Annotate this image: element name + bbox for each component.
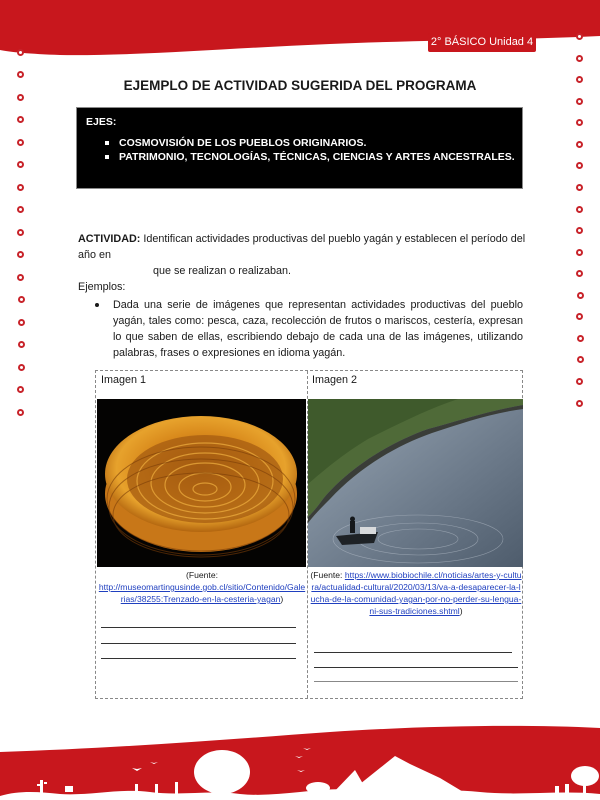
answer-line[interactable] (314, 652, 512, 653)
dot-icon (18, 341, 25, 348)
dot-icon (17, 229, 24, 236)
footer-landscape-banner (0, 700, 600, 800)
dot-icon (577, 356, 584, 363)
dot-icon (576, 98, 583, 105)
dot-icon (17, 139, 24, 146)
answer-line[interactable] (314, 667, 518, 668)
image-1-source: (Fuente: http://museomartingusinde.gob.cl/sitio/Contenido/Galerias/38255:Trenzado-en-la-cesteria-yagan) (98, 570, 306, 604)
boat-image-icon (308, 399, 523, 567)
ejes-item: COSMOVISIÓN DE LOS PUEBLOS ORIGINARIOS. (105, 136, 515, 150)
dot-icon (576, 270, 583, 277)
ejes-item: PATRIMONIO, TECNOLOGÍAS, TÉCNICAS, CIENCIAS Y ARTES ANCESTRALES. (105, 150, 515, 164)
dot-icon (17, 206, 24, 213)
dot-icon (17, 94, 24, 101)
boat-on-channel-photo (308, 399, 523, 567)
dot-icon (17, 386, 24, 393)
dot-icon (17, 184, 24, 191)
basket-image-icon (97, 399, 306, 567)
dot-icon (18, 296, 25, 303)
image-2-source: (Fuente: https://www.biobiochile.cl/noticias/artes-y-cultura/actualidad-cultural/2020/03/13/va-a-desaparecer-la-lucha-de-la-comunidad-yagan-por-no-perder-su-lengua-ni-sus-tradiciones.shtml) (310, 570, 522, 616)
actividad-text-line1: Identifican actividades productivas del pueblo yagán y establecen el período del año en (78, 233, 526, 261)
dot-icon (17, 161, 24, 168)
dot-icon (18, 364, 25, 371)
dot-icon (576, 206, 583, 213)
dot-icon (17, 116, 24, 123)
dot-icon (576, 55, 583, 62)
woven-basket-photo (97, 399, 306, 567)
square-bullet-icon (105, 141, 109, 145)
answer-line[interactable] (314, 681, 518, 682)
dot-icon (18, 319, 25, 326)
dot-icon (17, 49, 24, 56)
dot-icon (576, 249, 583, 256)
image-1-label: Imagen 1 (101, 374, 147, 386)
ejemplos-label: Ejemplos: (78, 281, 126, 293)
answer-line[interactable] (101, 643, 296, 644)
dot-icon (17, 71, 24, 78)
ejemplo-bullet-text: Dada una serie de imágenes que representan actividades productivas del pueblo yagán, tales como: pesca, caza, recolección de frutos o mariscos, cestería, expresan lo que saben de ellas, escribiendo debajo de cada una de las imágenes, utilizando palabras, frases o expresiones en idioma yagán. (113, 299, 523, 359)
ejes-label: EJES: (86, 116, 117, 128)
image-2-source-link[interactable]: https://www.biobiochile.cl/noticias/artes-y-cultura/actualidad-cultural/2020/03/13/va-a-desaparecer-la-lucha-de-la-comunidad-yagan-por-no-perder-su-lengua-ni-sus-tradiciones.shtml (310, 570, 522, 616)
actividad-label: ACTIVIDAD: (78, 233, 141, 245)
image-table (95, 370, 523, 699)
image-2-label: Imagen 2 (312, 374, 358, 386)
dot-icon (577, 335, 584, 342)
ejes-list (105, 136, 515, 164)
actividad-text-line2: que se realizan o realizaban. (153, 265, 292, 277)
square-bullet-icon (105, 155, 109, 159)
dot-icon (576, 33, 583, 40)
dot-icon (576, 400, 583, 407)
answer-line[interactable] (101, 658, 296, 659)
dot-icon (576, 227, 583, 234)
dot-icon (576, 313, 583, 320)
ejes-box (76, 107, 523, 189)
dot-icon (576, 141, 583, 148)
dot-icon (17, 274, 24, 281)
actividad-paragraph (78, 231, 528, 279)
unit-badge: 2° BÁSICO Unidad 4 (428, 33, 536, 52)
dot-icon (577, 292, 584, 299)
page-title: EJEMPLO DE ACTIVIDAD SUGERIDA DEL PROGRAMA (123, 78, 477, 93)
answer-line[interactable] (101, 627, 296, 628)
dot-icon (17, 251, 24, 258)
bullet-icon (95, 303, 99, 307)
dot-icon (576, 378, 583, 385)
dot-icon (17, 409, 24, 416)
dot-icon (576, 184, 583, 191)
dot-icon (576, 162, 583, 169)
dot-icon (576, 119, 583, 126)
image-1-source-link[interactable]: http://museomartingusinde.gob.cl/sitio/Contenido/Galerias/38255:Trenzado-en-la-cesteria-yagan (98, 582, 306, 604)
